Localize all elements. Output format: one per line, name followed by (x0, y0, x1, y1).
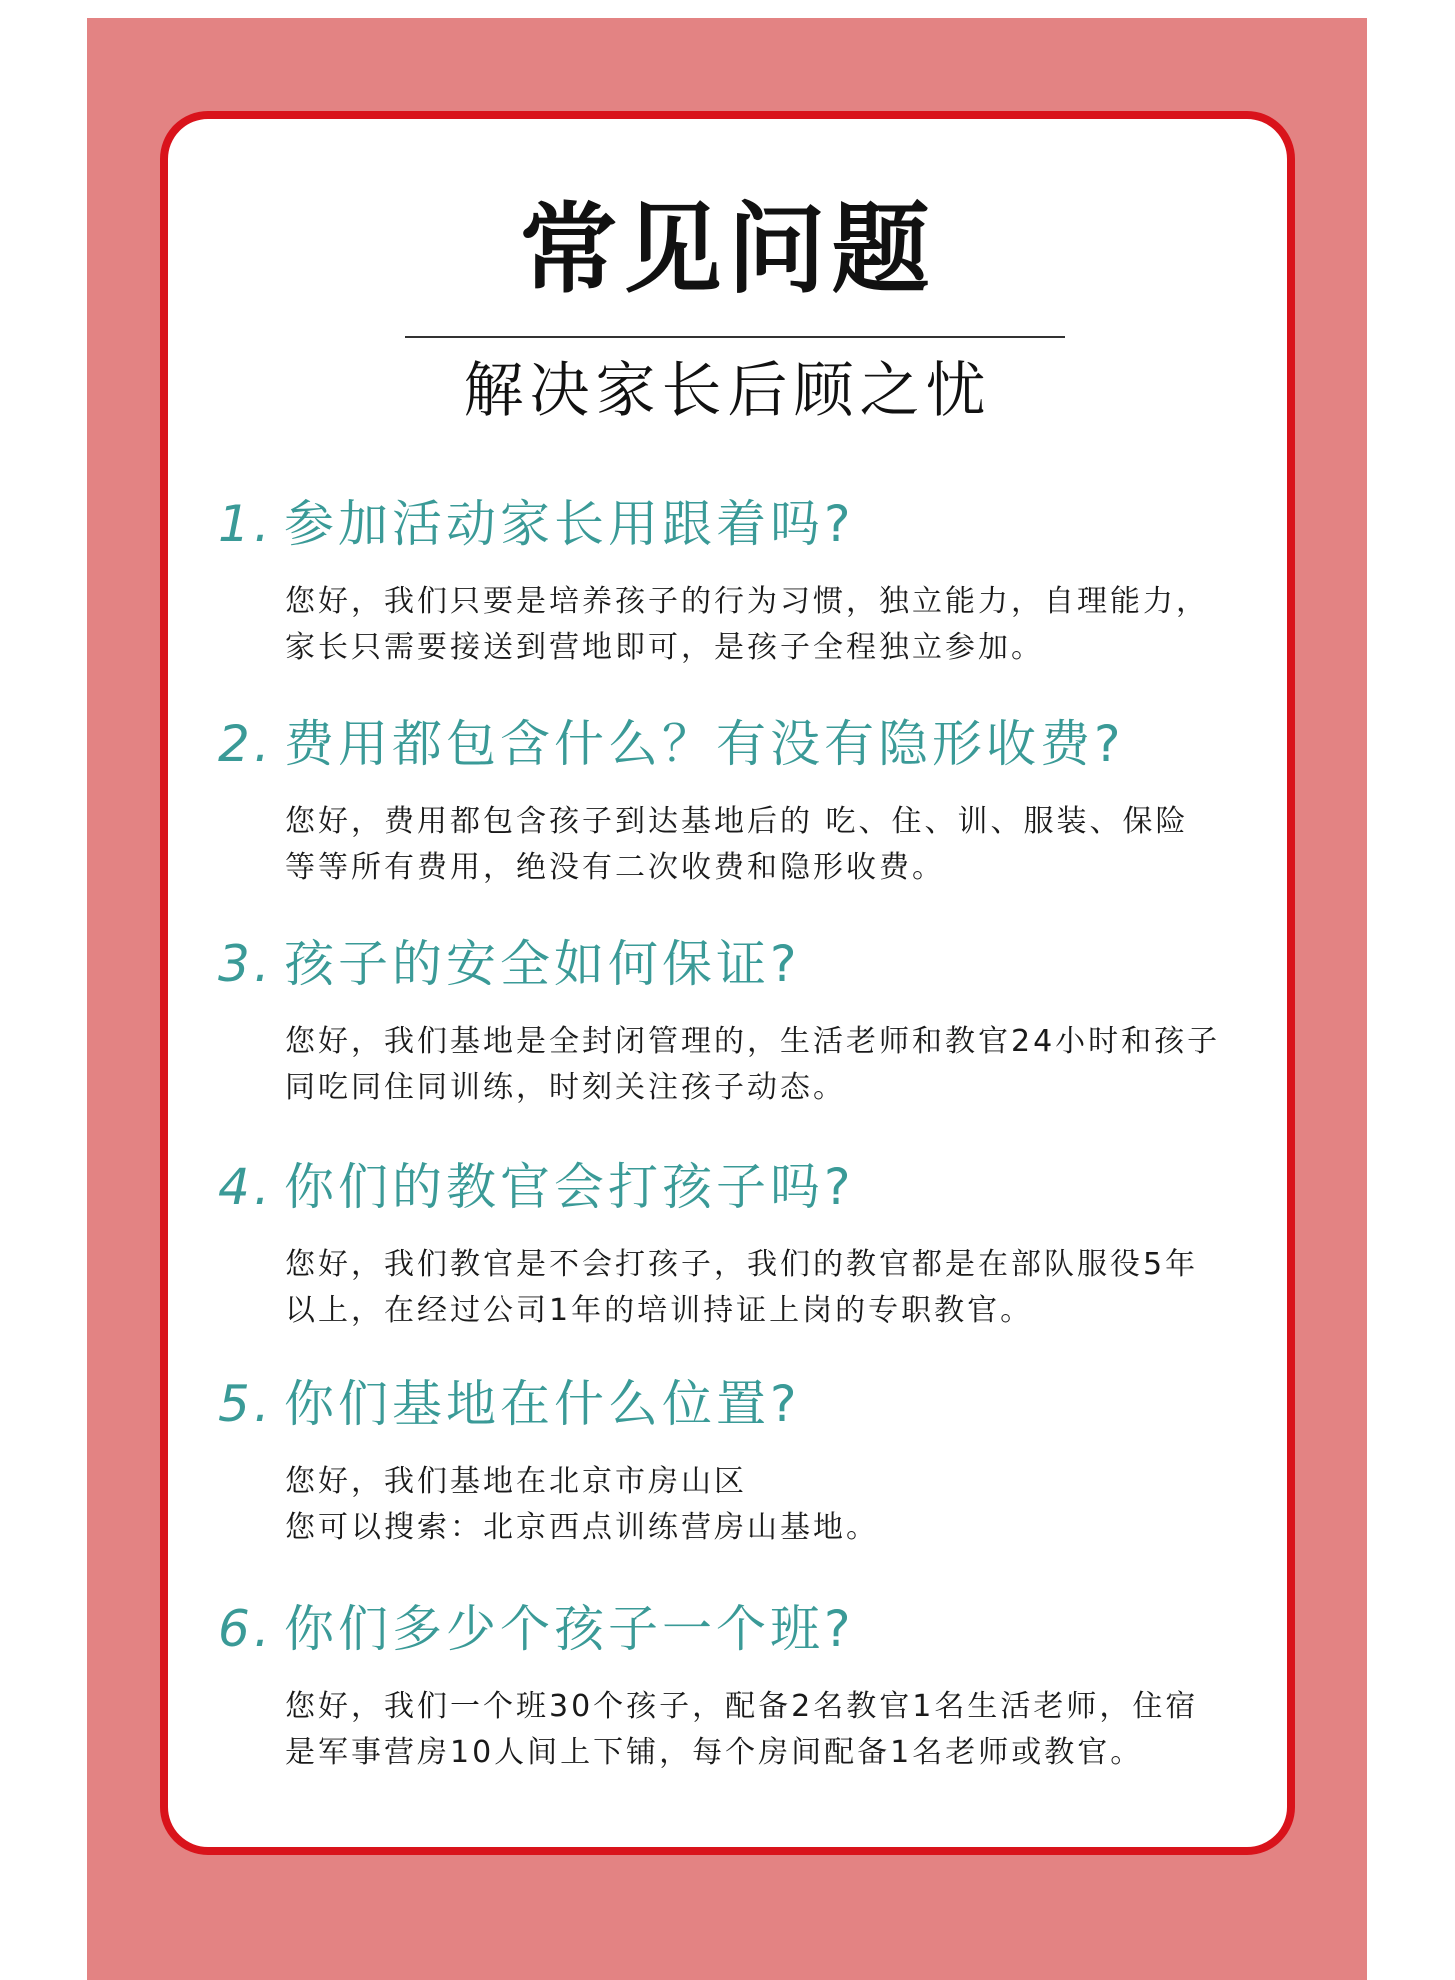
faq-number: 3. (218, 935, 274, 993)
page-title: 常见问题 (519, 193, 936, 307)
faq-answer (285, 1459, 1285, 1551)
faq-answer-line: 您好，我们一个班30个孩子，配备2名教官1名生活老师，住宿 (285, 1689, 1199, 1724)
faq-answer-line: 您好，我们基地是全封闭管理的，生活老师和教官24小时和孩子 (285, 1024, 1221, 1059)
faq-question-text: 孩子的安全如何保证? (284, 935, 801, 993)
faq-answer-line: 家长只需要接送到营地即可，是孩子全程独立参加。 (285, 630, 1044, 665)
faq-question-text: 你们的教官会打孩子吗? (284, 1158, 855, 1216)
faq-answer-line: 以上，在经过公司1年的培训持证上岗的专职教官。 (285, 1293, 1034, 1328)
faq-card (160, 111, 1295, 1855)
faq-answer-line: 您好，我们基地在北京市房山区 (285, 1464, 747, 1499)
page-subtitle: 解决家长后顾之忧 (463, 356, 992, 426)
faq-answer (285, 799, 1285, 891)
faq-answer-line: 同吃同住同训练，时刻关注孩子动态。 (285, 1070, 846, 1105)
faq-answer (285, 579, 1285, 671)
faq-question (218, 495, 855, 553)
faq-question-text: 你们多少个孩子一个班? (284, 1600, 855, 1658)
faq-number: 6. (218, 1600, 274, 1658)
faq-answer-line: 您好，我们教官是不会打孩子，我们的教官都是在部队服役5年 (285, 1247, 1199, 1282)
faq-question (218, 935, 801, 993)
faq-number: 2. (218, 715, 274, 773)
faq-answer (285, 1019, 1285, 1111)
faq-number: 5. (218, 1375, 274, 1433)
faq-answer-line: 等等所有费用，绝没有二次收费和隐形收费。 (285, 850, 945, 885)
title-divider (405, 336, 1065, 338)
faq-question-text: 你们基地在什么位置? (284, 1375, 801, 1433)
faq-question (218, 1600, 855, 1658)
faq-number: 4. (218, 1158, 274, 1216)
faq-answer-line: 您好，费用都包含孩子到达基地后的 吃、住、训、服装、保险 (285, 804, 1189, 839)
faq-answer (285, 1242, 1285, 1334)
faq-question (218, 715, 1125, 773)
faq-answer (285, 1684, 1285, 1776)
faq-answer-line: 您可以搜索：北京西点训练营房山基地。 (285, 1510, 879, 1545)
faq-answer-line: 您好，我们只要是培养孩子的行为习惯，独立能力，自理能力， (285, 584, 1209, 619)
faq-answer-line: 是军事营房10人间上下铺，每个房间配备1名老师或教官。 (285, 1735, 1144, 1770)
faq-question-text: 参加活动家长用跟着吗? (284, 495, 855, 553)
faq-question (218, 1158, 855, 1216)
faq-number: 1. (218, 495, 274, 553)
faq-question-text: 费用都包含什么？有没有隐形收费? (284, 715, 1125, 773)
faq-question (218, 1375, 801, 1433)
